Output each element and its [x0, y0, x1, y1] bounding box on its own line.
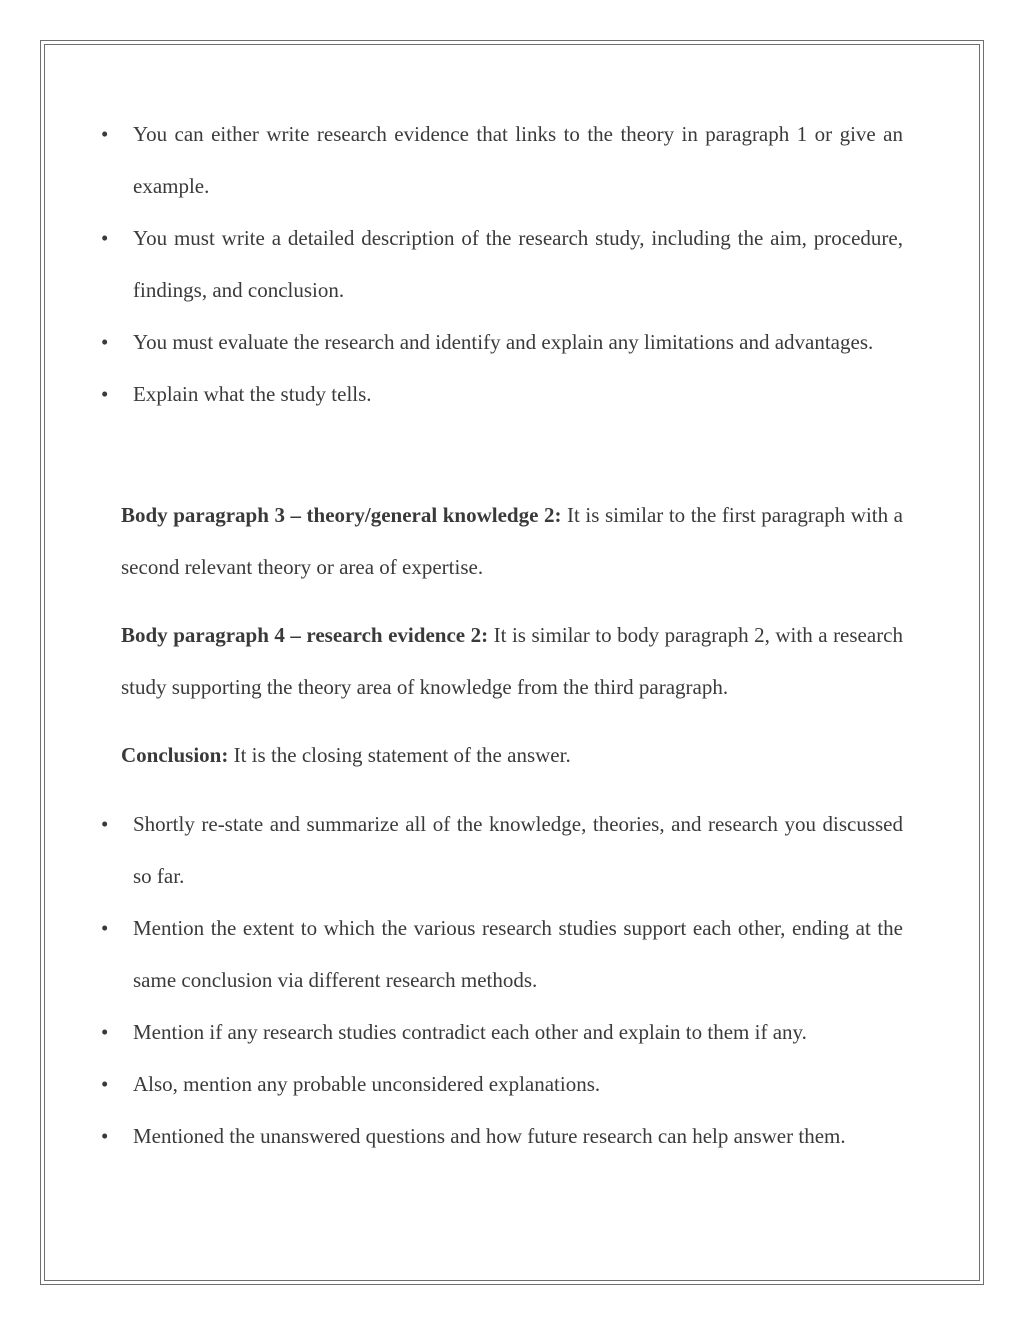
list-item-text: You must evaluate the research and identify and explain any limitations and advantages. — [133, 330, 874, 354]
bullet-list-evidence — [0, 108, 903, 420]
list-item-text: You can either write research evidence that links to the theory in paragraph 1 or give an example. — [133, 122, 903, 198]
body-paragraph-3-text: It is similar to the first paragraph with a second relevant theory or area of expertise. — [121, 503, 903, 579]
list-item — [101, 108, 903, 212]
list-item — [101, 368, 903, 420]
list-item — [101, 902, 903, 1006]
bullet-icon: • — [101, 382, 109, 406]
list-item-text: Mention if any research studies contradict each other and explain to them if any. — [133, 1020, 807, 1044]
bullet-icon: • — [101, 812, 109, 836]
list-item-text: Shortly re-state and summarize all of the knowledge, theories, and research you discussed so far. — [133, 812, 903, 888]
conclusion-paragraph — [121, 729, 903, 781]
list-item-text: You must write a detailed description of the research study, including the aim, procedure, findings, and conclusion. — [133, 226, 903, 302]
body-paragraph-4 — [121, 609, 903, 713]
bullet-icon: • — [101, 122, 109, 146]
list-item — [101, 798, 903, 902]
bullet-icon: • — [101, 1124, 109, 1148]
bullet-icon: • — [101, 916, 109, 940]
list-item — [101, 1058, 903, 1110]
bullet-icon: • — [101, 330, 109, 354]
list-item — [101, 212, 903, 316]
conclusion-text: It is the closing statement of the answer. — [228, 743, 571, 767]
bullet-icon: • — [101, 226, 109, 250]
bullet-icon: • — [101, 1020, 109, 1044]
list-item-text: Explain what the study tells. — [133, 382, 372, 406]
bullet-icon: • — [101, 1072, 109, 1096]
list-item-text: Mention the extent to which the various research studies support each other, ending at the same conclusion via different research methods. — [133, 916, 903, 992]
conclusion-heading: Conclusion: — [121, 743, 229, 767]
list-item-text: Mentioned the unanswered questions and how future research can help answer them. — [133, 1124, 846, 1148]
body-paragraph-3 — [121, 489, 903, 593]
body-paragraph-4-text: It is similar to body paragraph 2, with a research study supporting the theory area of knowledge from the third paragraph. — [121, 623, 904, 699]
bullet-list-conclusion — [0, 798, 903, 1162]
list-item — [101, 316, 903, 368]
list-item-text: Also, mention any probable unconsidered explanations. — [133, 1072, 601, 1096]
list-item — [101, 1110, 903, 1162]
body-paragraph-4-heading: Body paragraph 4 – research evidence 2: — [121, 623, 489, 647]
list-item — [101, 1006, 903, 1058]
body-paragraph-3-heading: Body paragraph 3 – theory/general knowledge 2: — [121, 503, 562, 527]
